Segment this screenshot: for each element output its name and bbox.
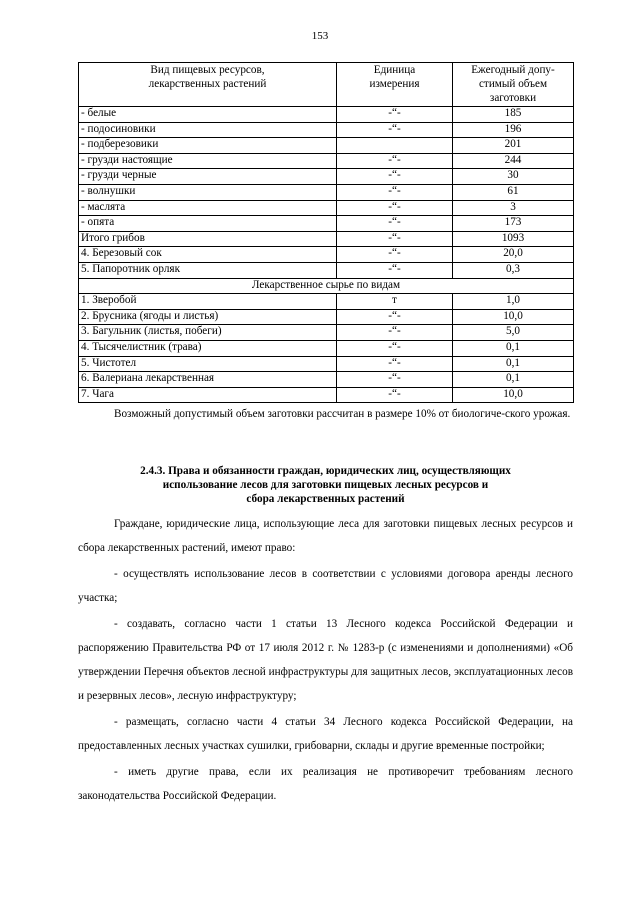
table-section-row: [79, 278, 574, 294]
cell-volume: 10,0: [453, 387, 574, 403]
table-row: [79, 309, 574, 325]
cell-name: 6. Валериана лекарственная: [79, 372, 337, 388]
cell-volume: 3: [453, 200, 574, 216]
paragraph: - размещать, согласно части 4 статьи 34 Лесного кодекса Российской Федерации, на предоставленных лесных участках сушилки, грибоварни, склады и другие временные постройки;: [78, 716, 573, 752]
table-row: [79, 294, 574, 310]
header-unit-line: Единица: [373, 64, 416, 76]
cell-name: Итого грибов: [79, 231, 337, 247]
cell-volume: 173: [453, 216, 574, 232]
cell-volume: 0,1: [453, 356, 574, 372]
table-row: [79, 262, 574, 278]
header-resource-type-line: лекарственных растений: [148, 78, 267, 90]
cell-volume: 20,0: [453, 247, 574, 263]
cell-unit: [337, 138, 453, 154]
paragraph: Граждане, юридические лица, использующие леса для заготовки пищевых лесных ресурсов и сбора лекарственных растений, имеют право:: [78, 518, 573, 554]
cell-volume: 30: [453, 169, 574, 185]
cell-unit: -“-: [337, 216, 453, 232]
table-row: [79, 107, 574, 123]
cell-unit: -“-: [337, 325, 453, 341]
header-annual-volume: [453, 63, 574, 107]
paragraph: - осуществлять использование лесов в соответствии с условиями договора аренды лесного участка;: [78, 568, 573, 604]
header-unit-line: измерения: [369, 78, 420, 90]
cell-unit: -“-: [337, 340, 453, 356]
table-header-row: [79, 63, 574, 107]
cell-unit: -“-: [337, 169, 453, 185]
cell-name: - белые: [79, 107, 337, 123]
cell-volume: 61: [453, 184, 574, 200]
cell-name: - подосиновики: [79, 122, 337, 138]
table-row: [79, 247, 574, 263]
cell-unit: -“-: [337, 372, 453, 388]
cell-unit: -“-: [337, 309, 453, 325]
table-row: [79, 325, 574, 341]
heading-line: использование лесов для заготовки пищевых лесных ресурсов и: [162, 479, 489, 491]
cell-unit: -“-: [337, 356, 453, 372]
cell-volume: 5,0: [453, 325, 574, 341]
heading-line: 2.4.3. Права и обязанности граждан, юридических лиц, осуществляющих: [140, 465, 511, 477]
cell-name: 5. Папоротник орляк: [79, 262, 337, 278]
cell-name: - грузди настоящие: [79, 153, 337, 169]
cell-unit: т: [337, 294, 453, 310]
header-resource-type: [79, 63, 337, 107]
table-row: [79, 200, 574, 216]
table-row: [79, 356, 574, 372]
cell-name: - маслята: [79, 200, 337, 216]
cell-volume: 244: [453, 153, 574, 169]
cell-volume: 10,0: [453, 309, 574, 325]
cell-name: - опята: [79, 216, 337, 232]
cell-unit: -“-: [337, 387, 453, 403]
cell-unit: -“-: [337, 184, 453, 200]
cell-volume: 0,3: [453, 262, 574, 278]
section-label-medicinal: Лекарственное сырье по видам: [79, 278, 574, 294]
section-heading: [78, 464, 573, 506]
cell-name: 5. Чистотел: [79, 356, 337, 372]
cell-volume: 1093: [453, 231, 574, 247]
cell-unit: -“-: [337, 107, 453, 123]
paragraph: - создавать, согласно части 1 статьи 13 Лесного кодекса Российской Федерации и распоряжению Правительства РФ от 17 июля 2012 г. № 1283-р (с изменениями и дополнениями) «Об утверждении Перечня объектов лесной инфраструктуры для защитных лесов, эксплуатационных лесов и резервных лесов», лесную инфраструктуру;: [78, 618, 573, 702]
cell-name: - грузди черные: [79, 169, 337, 185]
cell-name: 1. Зверобой: [79, 294, 337, 310]
table-row: [79, 231, 574, 247]
paragraph: - иметь другие права, если их реализация не противоречит требованиям лесного законодательства Российской Федерации.: [78, 766, 573, 802]
page-number: 153: [311, 30, 329, 42]
cell-name: - волнушки: [79, 184, 337, 200]
heading-line: сбора лекарственных растений: [246, 493, 405, 505]
cell-name: 4. Тысячелистник (трава): [79, 340, 337, 356]
cell-unit: -“-: [337, 153, 453, 169]
table-row: [79, 216, 574, 232]
cell-unit: -“-: [337, 231, 453, 247]
table-row: [79, 387, 574, 403]
table-row: [79, 372, 574, 388]
body-text: [78, 512, 573, 810]
cell-name: - подберезовики: [79, 138, 337, 154]
cell-unit: -“-: [337, 122, 453, 138]
note-paragraph: Возможный допустимый объем заготовки рассчитан в размере 10% от биологиче-ского урожая.: [114, 408, 571, 420]
cell-name: 7. Чага: [79, 387, 337, 403]
cell-volume: 196: [453, 122, 574, 138]
header-resource-type-line: Вид пищевых ресурсов,: [150, 64, 265, 76]
table-row: [79, 184, 574, 200]
cell-volume: 185: [453, 107, 574, 123]
cell-volume: 0,1: [453, 340, 574, 356]
cell-name: 4. Березовый сок: [79, 247, 337, 263]
cell-volume: 1,0: [453, 294, 574, 310]
header-volume-line: Ежегодный допу-: [471, 64, 555, 76]
table-row: [79, 340, 574, 356]
resources-table: [78, 62, 574, 403]
header-volume-line: заготовки: [489, 92, 537, 104]
table-row: [79, 138, 574, 154]
harvest-note: [78, 402, 573, 426]
cell-volume: 201: [453, 138, 574, 154]
table-row: [79, 122, 574, 138]
cell-unit: -“-: [337, 262, 453, 278]
cell-volume: 0,1: [453, 372, 574, 388]
cell-name: 2. Брусника (ягоды и листья): [79, 309, 337, 325]
table-row: [79, 169, 574, 185]
table-row: [79, 153, 574, 169]
cell-name: 3. Багульник (листья, побеги): [79, 325, 337, 341]
cell-unit: -“-: [337, 247, 453, 263]
header-volume-line: стимый объем: [478, 78, 548, 90]
header-unit: [337, 63, 453, 107]
cell-unit: -“-: [337, 200, 453, 216]
